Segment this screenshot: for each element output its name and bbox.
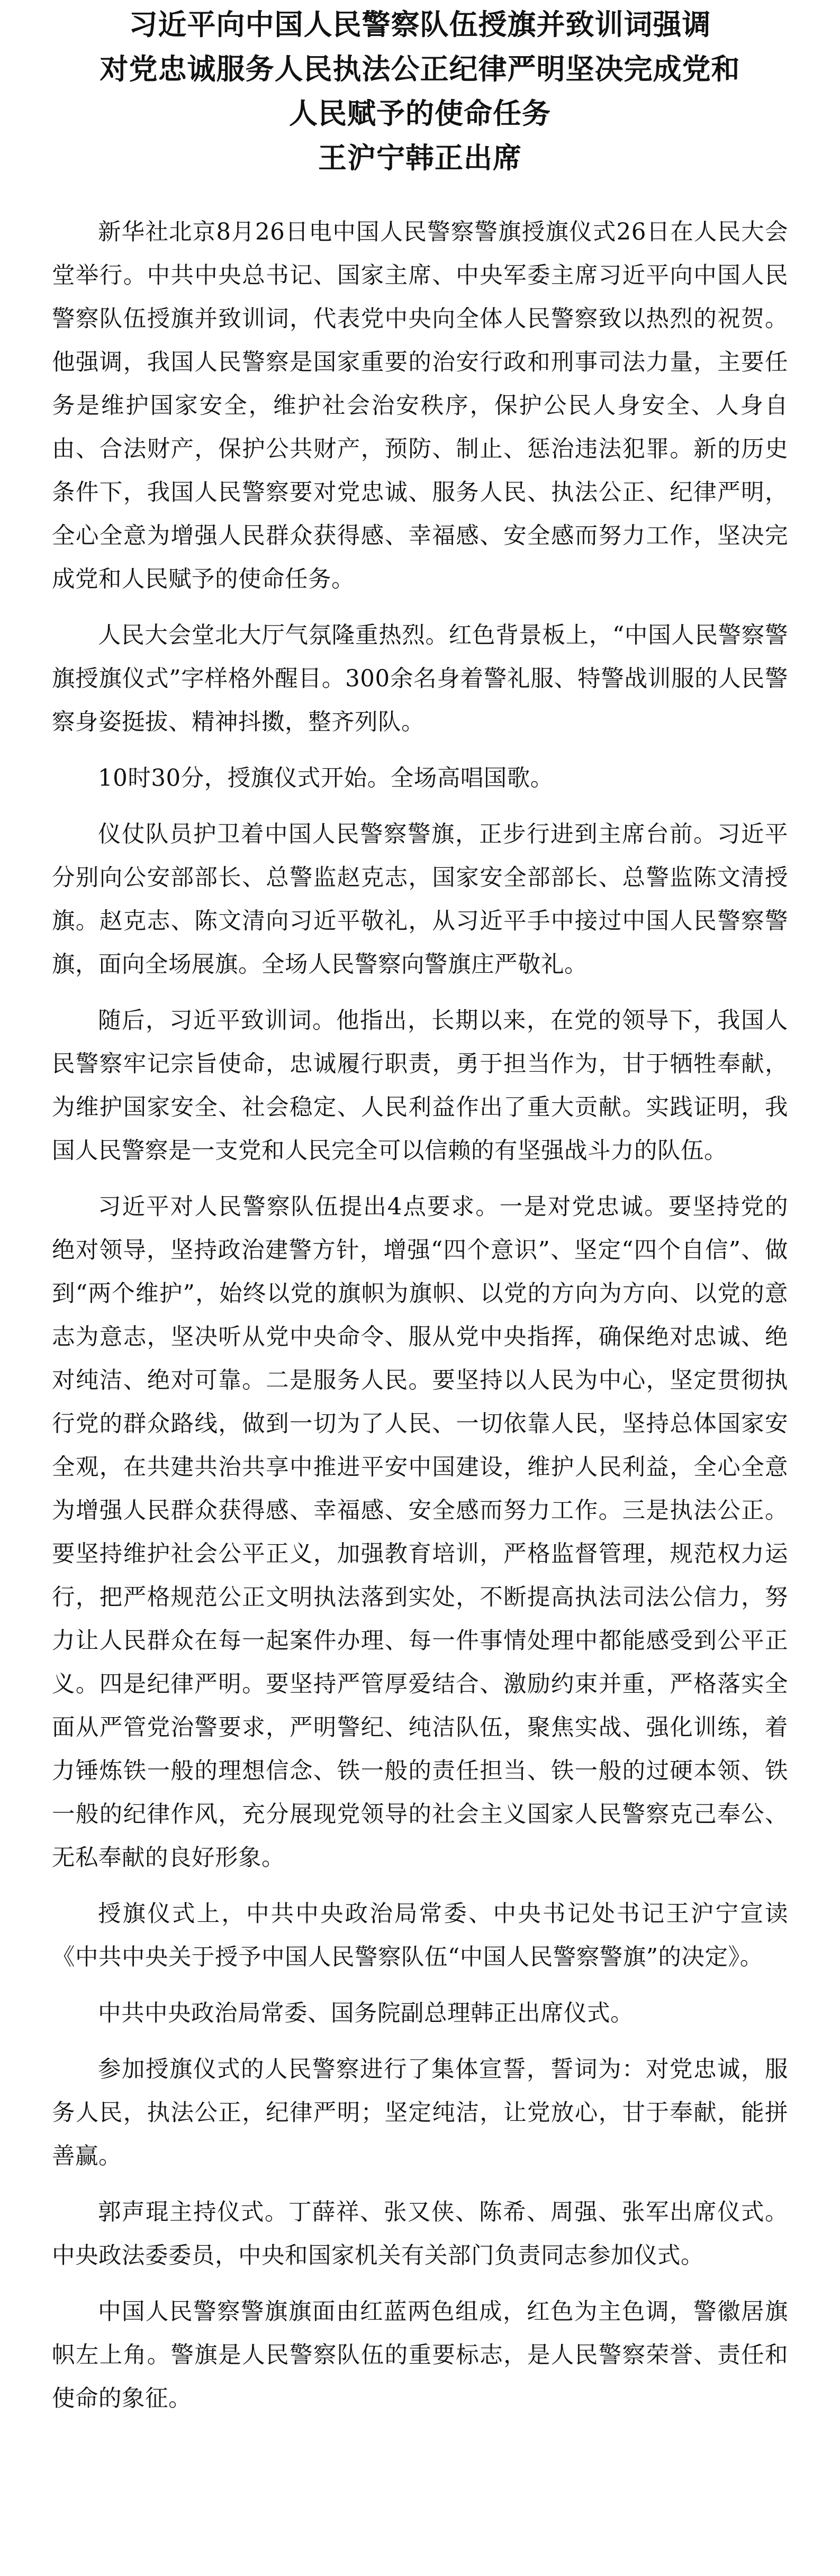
paragraph-2: 人民大会堂北大厅气氛隆重热烈。红色背景板上，“中国人民警察警旗授旗仪式”字样格外醒目。300余名身着警礼服、特警战训服的人民警察身姿挺拔、精神抖擞，整齐列队。: [52, 622, 788, 736]
paragraph-4: 仪仗队员护卫着中国人民警察警旗，正步行进到主席台前。习近平分别向公安部部长、总警监赵克志，国家安全部部长、总警监陈文清授旗。赵克志、陈文清向习近平敬礼，从习近平手中接过中国人民警察警旗，面向全场展旗。全场人民警察向警旗庄严敬礼。: [52, 821, 788, 978]
headline-line-2: 对党忠诚服务人民执法公正纪律严明坚决完成党和: [100, 52, 740, 86]
headline-line-1: 习近平向中国人民警察队伍授旗并致训词强调: [129, 7, 711, 41]
article-body: [52, 211, 788, 2420]
paragraph-3: 10时30分，授旗仪式开始。全场高唱国歌。: [98, 765, 554, 792]
paragraph-5: 随后，习近平致训词。他指出，长期以来，在党的领导下，我国人民警察牢记宗旨使命，忠诚履行职责，勇于担当作为，甘于牺牲奉献，为维护国家安全、社会稳定、人民利益作出了重大贡献。实践证明，我国人民警察是一支党和人民完全可以信赖的有坚强战斗力的队伍。: [52, 1008, 788, 1164]
paragraph-6: 习近平对人民警察队伍提出4点要求。一是对党忠诚。要坚持党的绝对领导，坚持政治建警方针，增强“四个意识”、坚定“四个自信”、做到“两个维护”，始终以党的旗帜为旗帜、以党的方向为方向、以党的意志为意志，坚决听从党中央命令、服从党中央指挥，确保绝对忠诚、绝对纯洁、绝对可靠。二是服务人民。要坚持以人民为中心，坚定贯彻执行党的群众路线，做到一切为了人民、一切依靠人民，坚持总体国家安全观，在共建共治共享中推进平安中国建设，维护人民利益，全心全意为增强人民群众获得感、幸福感、安全感而努力工作。三是执法公正。要坚持维护社会公平正义，加强教育培训，严格监督管理，规范权力运行，把严格规范公正文明执法落到实处，不断提高执法司法公信力，努力让人民群众在每一起案件办理、每一件事情处理中都能感受到公平正义。四是纪律严明。要坚持严管厚爱结合、激励约束并重，严格落实全面从严管党治警要求，严明警纪、纯洁队伍，聚焦实战、强化训练，着力锤炼铁一般的理想信念、铁一般的责任担当、铁一般的过硬本领、铁一般的纪律作风，充分展现党领导的社会主义国家人民警察克己奉公、无私奉献的良好形象。: [52, 1194, 788, 1871]
headline-line-3: 人民赋予的使命任务: [289, 96, 551, 130]
paragraph-11: 中国人民警察警旗旗面由红蓝两色组成，红色为主色调，警徽居旗帜左上角。警旗是人民警察队伍的重要标志，是人民警察荣誉、责任和使命的象征。: [52, 2299, 788, 2412]
paragraph-1: 新华社北京8月26日电中国人民警察警旗授旗仪式26日在人民大会堂举行。中共中央总书记、国家主席、中央军委主席习近平向中国人民警察队伍授旗并致训词，代表党中央向全体人民警察致以热烈的祝贺。他强调，我国人民警察是国家重要的治安行政和刑事司法力量，主要任务是维护国家安全，维护社会治安秩序，保护公民人身安全、人身自由、合法财产，保护公共财产，预防、制止、惩治违法犯罪。新的历史条件下，我国人民警察要对党忠诚、服务人民、执法公正、纪律严明，全心全意为增强人民群众获得感、幸福感、安全感而努力工作，坚决完成党和人民赋予的使命任务。: [52, 219, 788, 593]
paragraph-8: 中共中央政治局常委、国务院副总理韩正出席仪式。: [98, 2000, 634, 2027]
paragraph-9: 参加授旗仪式的人民警察进行了集体宣誓，誓词为：对党忠诚，服务人民，执法公正，纪律严明；坚定纯洁，让党放心，甘于奉献，能拼善赢。: [52, 2056, 788, 2170]
headline-line-4: 王沪宁韩正出席: [318, 141, 522, 175]
paragraph-7: 授旗仪式上，中共中央政治局常委、中央书记处书记王沪宁宣读《中共中央关于授予中国人民警察队伍“中国人民警察警旗”的决定》。: [52, 1901, 788, 1971]
article-headline: [52, 0, 788, 180]
paragraph-10: 郭声琨主持仪式。丁薛祥、张又侠、陈希、周强、张军出席仪式。中央政法委委员，中央和国家机关有关部门负责同志参加仪式。: [52, 2199, 788, 2269]
